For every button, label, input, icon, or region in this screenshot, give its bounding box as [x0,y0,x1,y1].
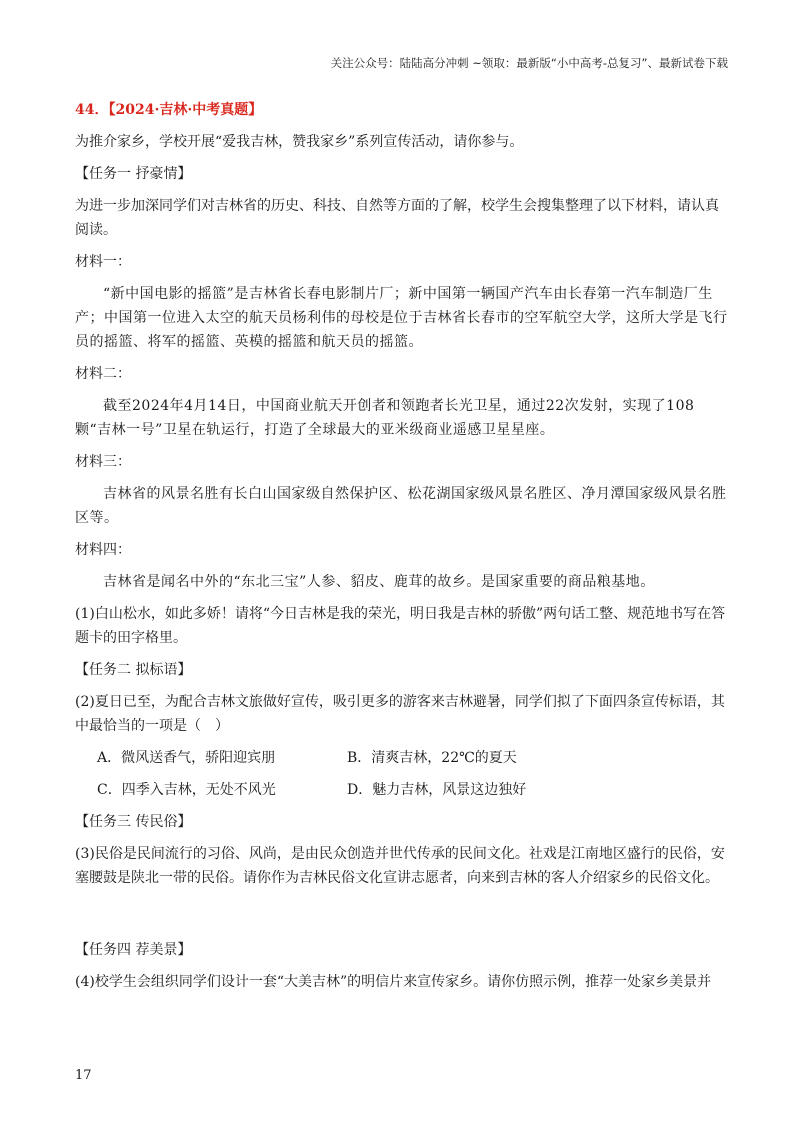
document-body [75,98,728,1002]
question-3: (3)民俗是民间流行的习俗、风尚，是由民众创造并世代传承的民间文化。社戏是江南地区盛行的民俗，安塞腰鼓是陕北一带的民俗。请你作为吉林民俗文化宣讲志愿者，向来到吉林的客人介绍家乡的民俗文化。 [75,846,725,886]
answer-space [75,898,728,938]
task1-heading: 【任务一 抒豪情】 [75,166,192,182]
material3-body: 吉林省的风景名胜有长白山国家级自然保护区、松花湖国家级风景名胜区、净月潭国家级风景名胜区等。 [75,486,727,526]
page-number: 17 [75,1068,92,1083]
material1-body: “新中国电影的摇篮”是吉林省长春电影制片厂；新中国第一辆国产汽车由长春第一汽车制造厂生产；中国第一位进入太空的航天员杨利伟的母校是位于吉林省长春市的空军航空大学，这所大学是飞行员的摇篮、将军的摇篮、英模的摇篮和航天员的摇篮。 [75,286,728,350]
material4-label: 材料四： [75,542,131,558]
task2-heading: 【任务二 拟标语】 [75,662,192,678]
material2-label: 材料二： [75,366,131,382]
material2-body: 截至2024年4月14日，中国商业航天开创者和领跑者长光卫星，通过22次发射，实现了108颗“吉林一号”卫星在轨运行，打造了全球最大的亚米级商业遥感卫星星座。 [75,398,695,438]
option-d[interactable]: D．魅力吉林，风景这边独好 [347,782,527,798]
option-b[interactable]: B．清爽吉林，22℃的夏天 [347,750,517,766]
task4-heading: 【任务四 荐美景】 [75,942,192,958]
question-title: 44．【2024·吉林·中考真题】 [75,102,263,118]
page-header: 关注公众号：陆陆高分冲刺 ~领取：最新版“小中高考-总复习”、最新试卷下载 [330,56,728,70]
material3-label: 材料三： [75,454,131,470]
option-a[interactable]: A．微风送香气，骄阳迎宾朋 [97,750,276,766]
material1-label: 材料一： [75,254,131,270]
question-intro: 为推介家乡，学校开展“爱我吉林，赞我家乡”系列宣传活动，请你参与。 [75,134,524,150]
task1-intro: 为进一步加深同学们对吉林省的历史、科技、自然等方面的了解，校学生会搜集整理了以下材料，请认真阅读。 [75,198,719,238]
task3-heading: 【任务三 传民俗】 [75,814,192,830]
question-2: (2)夏日已至，为配合吉林文旅做好宣传，吸引更多的游客来吉林避暑，同学们拟了下面四条宣传标语，其中最恰当的一项是（ ） [75,694,725,734]
material4-body: 吉林省是闻名中外的“东北三宝”人参、貂皮、鹿茸的故乡。是国家重要的商品粮基地。 [103,574,655,590]
answer-options [97,746,728,802]
option-c[interactable]: C．四季入吉林，无处不风光 [97,782,276,798]
question-1: (1)白山松水，如此多娇！请将“今日吉林是我的荣光，明日我是吉林的骄傲”两句话工整、规范地书写在答题卡的田字格里。 [75,606,726,646]
question-4: (4)校学生会组织同学们设计一套“大美吉林”的明信片来宣传家乡。请你仿照示例，推荐一处家乡美景并 [75,974,712,990]
